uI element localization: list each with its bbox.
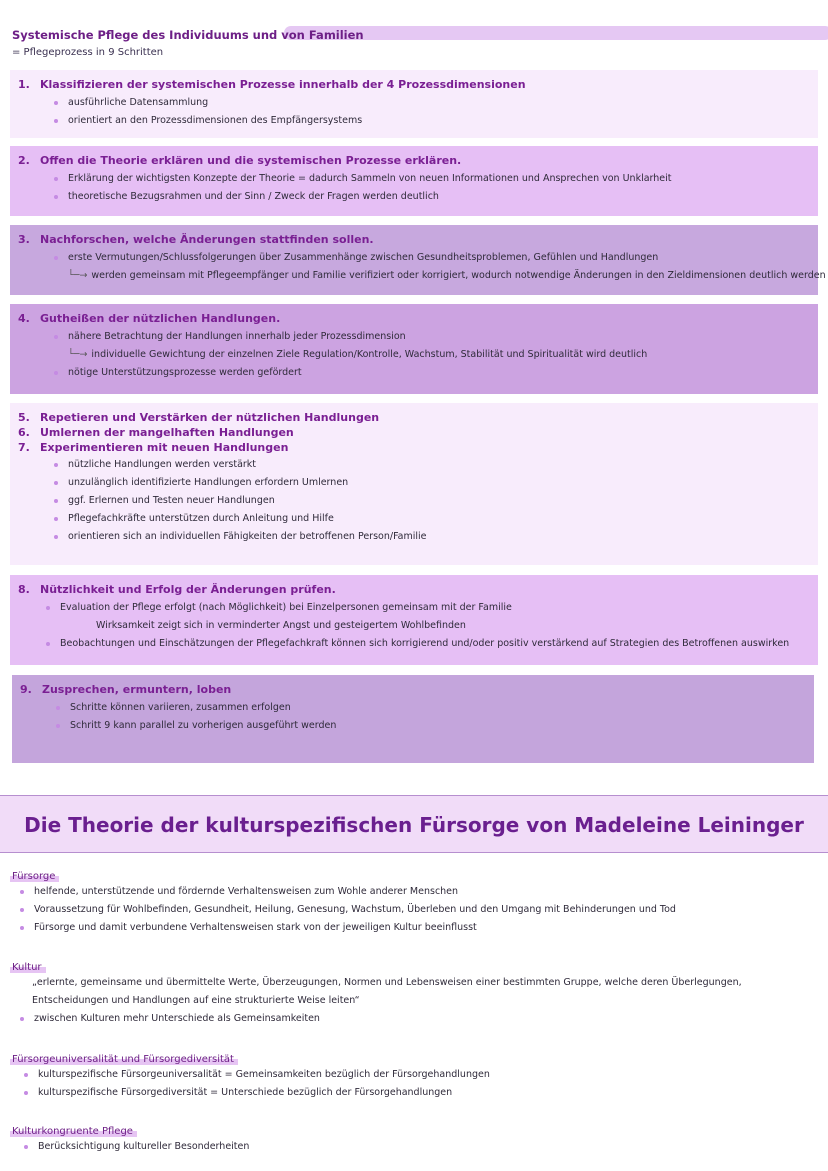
step-3-box: [10, 225, 826, 295]
list-item: ggf. Erlernen und Testen neuer Handlungen: [54, 492, 818, 510]
section-heading: Fürsorge: [12, 871, 56, 882]
page-title: Systemische Pflege des Individuums und von Familien: [12, 28, 364, 42]
list-item: kulturspezifische Fürsorgeuniversalität = Gemeinsamkeiten bezüglich der Fürsorgehandlungen: [24, 1066, 828, 1084]
sub-point: Wirksamkeit zeigt sich in verminderter Angst und gesteigertem Wohlbefinden: [96, 620, 466, 631]
step-heading: 4. Gutheißen der nützlichen Handlungen.: [18, 312, 281, 325]
section-heading: Fürsorgeuniversalität und Fürsorgediversität: [12, 1054, 234, 1065]
arrow-icon: └─→: [68, 349, 88, 360]
list-item: unzulänglich identifizierte Handlungen erfordern Umlernen: [54, 474, 818, 492]
list-item: Pflegefachkräfte unterstützen durch Anleitung und Hilfe: [54, 510, 818, 528]
list-item: nötige Unterstützungsprozesse werden gefördert: [54, 364, 818, 382]
step-heading: 6. Umlernen der mangelhaften Handlungen: [18, 426, 294, 439]
list-item: theoretische Bezugsrahmen und der Sinn / Zweck der Fragen werden deutlich: [54, 188, 818, 206]
step-2-box: [10, 146, 818, 216]
section-heading: Kultur: [12, 962, 42, 973]
section-universalitaet: [12, 1047, 828, 1102]
list-item: Voraussetzung für Wohlbefinden, Gesundheit, Heilung, Genesung, Wachstum, Überleben und den Umgang mit Behinderungen und Tod: [20, 901, 828, 919]
section-heading: Kulturkongruente Pflege: [12, 1126, 133, 1137]
list-item: nützliche Handlungen werden verstärkt: [54, 456, 818, 474]
sub-point: └─→ werden gemeinsam mit Pflegeempfänger und Familie verifiziert oder korrigiert, wodurch notwendige Änderungen in den Zieldimensionen deutlich werden: [68, 270, 826, 281]
section-fuersorge: [12, 864, 828, 937]
banner-title: Die Theorie der kulturspezifischen Fürsorge von Madeleine Leininger: [24, 813, 804, 837]
header-highlight-bar: [284, 26, 828, 40]
step-heading: 2. Offen die Theorie erklären und die systemischen Prozesse erklären.: [18, 154, 462, 167]
step-9-box: [12, 675, 814, 763]
list-item: ausführliche Datensammlung: [54, 94, 818, 112]
kultur-quote: „erlernte, gemeinsame und übermittelte Werte, Überzeugungen, Normen und Lebensweisen einer bestimmten Gruppe, welche deren Überlegungen, Entscheidungen und Handlungen auf eine strukturierte Weise leiten“: [32, 977, 742, 1006]
page-subtitle: = Pflegeprozess in 9 Schritten: [12, 47, 164, 58]
step-heading: 9. Zusprechen, ermuntern, loben: [20, 683, 232, 696]
arrow-icon: └─→: [68, 270, 88, 281]
list-item: nähere Betrachtung der Handlungen innerhalb jeder Prozessdimension: [54, 328, 818, 346]
list-item: Beobachtungen und Einschätzungen der Pflegefachkraft können sich korrigierend und/oder positiv verstärkend auf Strategien des Betroffenen auswirken: [46, 635, 818, 653]
sub-point: └─→ individuelle Gewichtung der einzelnen Ziele Regulation/Kontrolle, Wachstum, Stabilität und Spiritualität wird deutlich: [68, 349, 648, 360]
step-5-7-box: [10, 403, 818, 565]
list-item: erste Vermutungen/Schlussfolgerungen über Zusammenhänge zwischen Gesundheitsproblemen, Gefühlen und Handlungen: [54, 249, 818, 267]
page-header: [12, 24, 828, 58]
list-item: Schritt 9 kann parallel zu vorherigen ausgeführt werden: [56, 717, 814, 735]
list-item: Fürsorge und damit verbundene Verhaltensweisen stark von der jeweiligen Kultur beeinflusst: [20, 919, 828, 937]
list-item: zwischen Kulturen mehr Unterschiede als Gemeinsamkeiten: [20, 1010, 828, 1028]
step-heading: 7. Experimentieren mit neuen Handlungen: [18, 441, 289, 454]
list-item: kulturspezifische Fürsorgediversität = Unterschiede bezüglich der Fürsorgehandlungen: [24, 1084, 828, 1102]
step-heading: 1. Klassifizieren der systemischen Prozesse innerhalb der 4 Prozessdimensionen: [18, 78, 526, 91]
section-kultur: [12, 955, 828, 1028]
list-item: Schritte können variieren, zusammen erfolgen: [56, 699, 814, 717]
list-item: orientieren sich an individuellen Fähigkeiten der betroffenen Person/Familie: [54, 528, 818, 546]
list-item: orientiert an den Prozessdimensionen des Empfängersystems: [54, 112, 818, 130]
list-item: Evaluation der Pflege erfolgt (nach Möglichkeit) bei Einzelpersonen gemeinsam mit der Familie: [46, 599, 818, 617]
list-item: Erklärung der wichtigsten Konzepte der Theorie = dadurch Sammeln von neuen Informationen und Ansprechen von Unklarheit: [54, 170, 818, 188]
step-heading: 3. Nachforschen, welche Änderungen stattfinden sollen.: [18, 233, 374, 246]
list-item: helfende, unterstützende und fördernde Verhaltensweisen zum Wohle anderer Menschen: [20, 883, 828, 901]
step-heading: 5. Repetieren und Verstärken der nützlichen Handlungen: [18, 411, 380, 424]
step-heading: 8. Nützlichkeit und Erfolg der Änderungen prüfen.: [18, 583, 336, 596]
section-banner: [0, 795, 828, 853]
list-item: Berücksichtigung kultureller Besonderheiten: [24, 1138, 828, 1156]
step-1-box: [10, 70, 818, 138]
step-4-box: [10, 304, 818, 394]
step-8-box: [10, 575, 818, 665]
section-kulturkongruent: [12, 1119, 828, 1156]
